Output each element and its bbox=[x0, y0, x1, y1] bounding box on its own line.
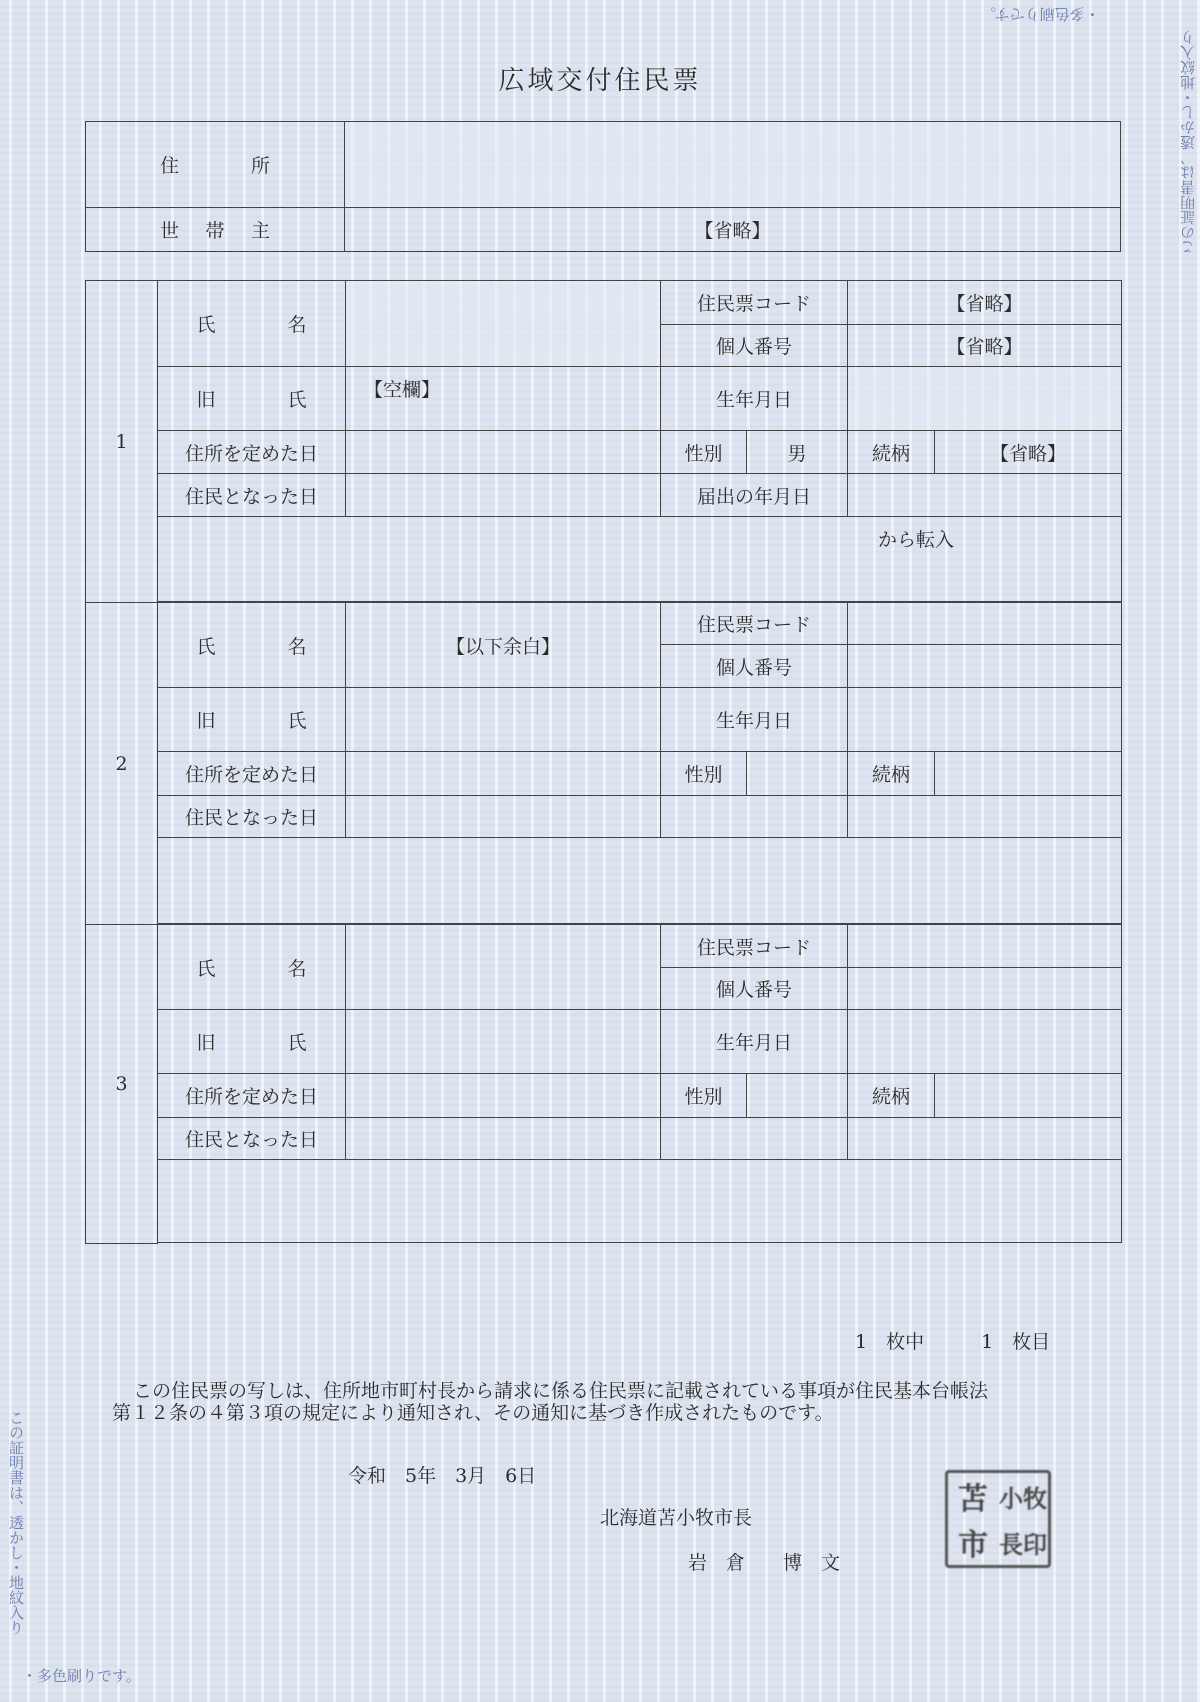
person-2-former-name bbox=[346, 688, 661, 752]
person-1-former-name: 【空欄】 bbox=[346, 367, 661, 431]
person-2-notify-label-blank bbox=[661, 796, 848, 838]
person-3-former-name bbox=[346, 1010, 661, 1074]
person-1-row-code bbox=[86, 281, 1122, 325]
person-3-notify-date bbox=[848, 1118, 1122, 1160]
official-seal bbox=[945, 1470, 1051, 1568]
relation-label: 続柄 bbox=[848, 1074, 935, 1118]
name-label: 氏 名 bbox=[158, 603, 346, 688]
birth-label: 生年月日 bbox=[661, 1010, 848, 1074]
persons-table bbox=[85, 280, 1122, 1244]
seal-char-4: 長印 bbox=[999, 1530, 1047, 1559]
person-2-remarks bbox=[158, 838, 1122, 924]
person-1-number: 1 bbox=[86, 281, 158, 603]
person-2-addr-date bbox=[346, 752, 661, 796]
person-1-remarks: から転入 bbox=[158, 517, 1122, 602]
seal-char-3: 市 bbox=[958, 1528, 988, 1563]
header-table bbox=[85, 121, 1121, 252]
code-label: 住民票コード bbox=[661, 925, 848, 968]
mynumber-label: 個人番号 bbox=[661, 325, 848, 367]
addr-date-label: 住所を定めた日 bbox=[158, 1074, 346, 1118]
relation-label: 続柄 bbox=[848, 431, 935, 474]
side-note-right: この証明書は、透かし・地紋入り bbox=[1179, 30, 1197, 255]
person-2-sex bbox=[747, 752, 848, 796]
certification-line-1: この住民票の写しは、住所地市町村長から請求に係る住民票に記載されている事項が住民基本台帳法 bbox=[133, 1380, 989, 1402]
person-3-birth bbox=[848, 1010, 1122, 1074]
seal-char-1: 苫 bbox=[958, 1482, 988, 1517]
notify-date-label: 届出の年月日 bbox=[661, 474, 848, 517]
addr-date-label: 住所を定めた日 bbox=[158, 431, 346, 474]
person-2-relation bbox=[935, 752, 1122, 796]
sex-label: 性別 bbox=[661, 1074, 747, 1118]
householder-label: 世 帯 主 bbox=[86, 208, 345, 252]
former-name-label: 旧 氏 bbox=[158, 688, 346, 752]
person-3-sex bbox=[747, 1074, 848, 1118]
side-note-top: ・多色刷りです。 bbox=[981, 5, 1100, 23]
person-3-remarks bbox=[158, 1160, 1122, 1243]
person-3-name bbox=[346, 925, 661, 1010]
former-name-label: 旧 氏 bbox=[158, 1010, 346, 1074]
former-name-label: 旧 氏 bbox=[158, 367, 346, 431]
person-3-relation bbox=[935, 1074, 1122, 1118]
person-2-name: 【以下余白】 bbox=[346, 603, 661, 688]
mynumber-label: 個人番号 bbox=[661, 645, 848, 688]
certification-line-2: 第１２条の４第３項の規定により通知され、その通知に基づき作成されたものです。 bbox=[112, 1402, 834, 1424]
code-label: 住民票コード bbox=[661, 603, 848, 645]
addr-date-label: 住所を定めた日 bbox=[158, 752, 346, 796]
birth-label: 生年月日 bbox=[661, 367, 848, 431]
person-2-birth bbox=[848, 688, 1122, 752]
person-3-mynumber bbox=[848, 968, 1122, 1010]
person-1-name bbox=[346, 281, 661, 367]
person-3-notify-label-blank bbox=[661, 1118, 848, 1160]
resident-date-label: 住民となった日 bbox=[158, 796, 346, 838]
person-2-code bbox=[848, 603, 1122, 645]
address-label: 住 所 bbox=[86, 122, 345, 208]
person-2-notify-date bbox=[848, 796, 1122, 838]
relation-label: 続柄 bbox=[848, 752, 935, 796]
side-note-left: この証明書は、透かし・地紋入り bbox=[7, 1410, 25, 1635]
person-1-birth bbox=[848, 367, 1122, 431]
person-3-number: 3 bbox=[86, 925, 158, 1244]
person-3-resident-date bbox=[346, 1118, 661, 1160]
person-3-code bbox=[848, 925, 1122, 968]
person-2-number: 2 bbox=[86, 603, 158, 925]
resident-date-label: 住民となった日 bbox=[158, 474, 346, 517]
document-title: 広域交付住民票 bbox=[498, 66, 702, 96]
address-value bbox=[345, 122, 1121, 208]
issuer-name: 岩 倉 博 文 bbox=[688, 1552, 841, 1574]
mynumber-label: 個人番号 bbox=[661, 968, 848, 1010]
issue-date: 令和 5年 3月 6日 bbox=[348, 1465, 537, 1487]
person-1-code: 【省略】 bbox=[848, 281, 1122, 325]
side-note-left-bottom: ・多色刷りです。 bbox=[22, 1667, 141, 1685]
person-1-mynumber: 【省略】 bbox=[848, 325, 1122, 367]
name-label: 氏 名 bbox=[158, 281, 346, 367]
person-1-relation: 【省略】 bbox=[935, 431, 1122, 474]
person-1-sex: 男 bbox=[747, 431, 848, 474]
issuer-title: 北海道苫小牧市長 bbox=[600, 1507, 753, 1529]
person-2-mynumber bbox=[848, 645, 1122, 688]
page-count: 1 枚中 1 枚目 bbox=[855, 1331, 1051, 1353]
person-3-addr-date bbox=[346, 1074, 661, 1118]
sex-label: 性別 bbox=[661, 431, 747, 474]
birth-label: 生年月日 bbox=[661, 688, 848, 752]
householder-value: 【省略】 bbox=[345, 208, 1121, 252]
person-1-notify-date bbox=[848, 474, 1122, 517]
name-label: 氏 名 bbox=[158, 925, 346, 1010]
code-label: 住民票コード bbox=[661, 281, 848, 325]
person-2-resident-date bbox=[346, 796, 661, 838]
person-1-addr-date bbox=[346, 431, 661, 474]
sex-label: 性別 bbox=[661, 752, 747, 796]
resident-date-label: 住民となった日 bbox=[158, 1118, 346, 1160]
seal-char-2: 小牧 bbox=[999, 1484, 1047, 1513]
person-1-resident-date bbox=[346, 474, 661, 517]
